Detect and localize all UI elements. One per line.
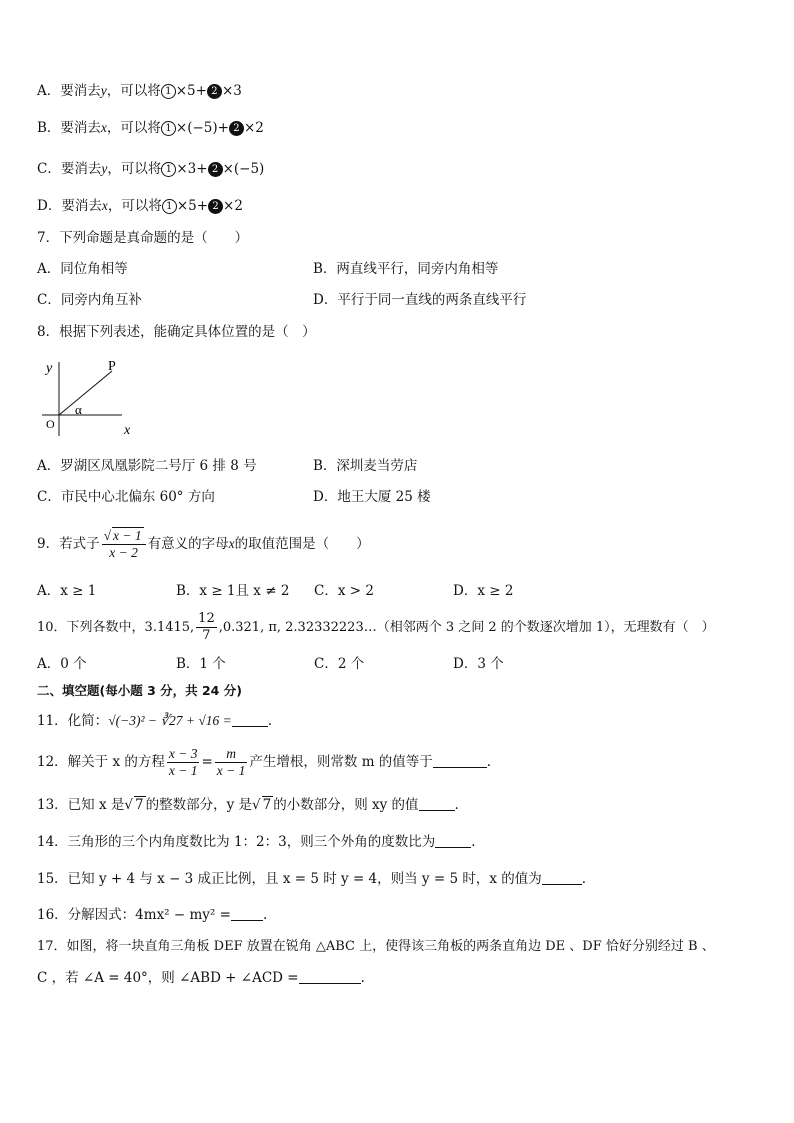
circled-two: 2 [208, 199, 223, 214]
q6-b-prefix: B．要消去 [37, 120, 101, 136]
q17-answer-blank[interactable] [299, 983, 361, 984]
q6-c-tail: ×(−5) [222, 161, 265, 177]
q15-end: . [581, 871, 587, 887]
q6-d-var: x [101, 198, 108, 213]
q15 [37, 870, 586, 888]
circled-two: 2 [208, 162, 223, 177]
q14-end: . [471, 834, 476, 850]
q9-fraction [102, 528, 146, 561]
q8-option-d: D．地王大厦 25 楼 [313, 489, 431, 505]
q13-text2: 的整数部分，y 是 [145, 797, 252, 813]
q6-option-a [37, 82, 242, 100]
q9-stem [37, 524, 370, 564]
q13-radicand-2: 7 [262, 797, 272, 813]
q6-b-var: x [100, 120, 107, 135]
q10-stem-pre: 10．下列各数中，3.1415, [37, 620, 195, 635]
q11 [37, 712, 272, 730]
q12 [37, 742, 491, 782]
q10-option-c: C．2 个 [314, 656, 365, 672]
section-2-heading: 二、填空题(每小题 3 分，共 24 分) [37, 683, 242, 698]
q16-end: . [262, 907, 268, 923]
q6-a-tail: ×3 [221, 83, 242, 99]
q8-option-c: C．市民中心北偏东 60° 方向 [37, 489, 215, 505]
q6-d-tail: ×2 [223, 198, 243, 214]
q12-pre: 12．解关于 x 的方程 [37, 754, 165, 770]
angle-alpha-label: α [75, 402, 82, 417]
q12-answer-blank[interactable] [433, 767, 487, 768]
q7-option-d: D．平行于同一直线的两条直线平行 [313, 292, 527, 308]
q7-stem: 7．下列命题是真命题的是（ ） [37, 230, 249, 246]
q7-option-b: B．两直线平行，同旁内角相等 [313, 261, 499, 277]
q17-end: . [360, 970, 365, 986]
q9-option-d: D．x ≥ 2 [453, 583, 514, 599]
q10-frac-den: 7 [202, 628, 211, 643]
y-axis-label: y [46, 361, 53, 376]
q9-option-c: C．x > 2 [314, 583, 374, 599]
circled-two: 2 [229, 121, 244, 136]
q10-fraction [196, 611, 217, 644]
q12-num-right: m [215, 746, 248, 763]
q6-option-c [37, 160, 264, 178]
q8-figure [38, 356, 148, 438]
q9-stem-post: 有意义的字母 [147, 536, 229, 552]
q16-text: 16．分解因式：4mx² − my² = [37, 907, 231, 923]
q6-c-mid: ，可以将 [107, 161, 162, 177]
q6-a-prefix: A．要消去 [37, 83, 101, 99]
q8-stem: 8．根据下列表述，能确定具体位置的是（ ） [37, 324, 316, 340]
q9-numerator: √ x − 1 [102, 528, 146, 545]
q10-stem-post: ,0.321, π, 2.32332223…（相邻两个 3 之间 2 的个数逐次增加 1），无理数有（ ） [218, 620, 715, 635]
point-p-label: P [108, 359, 116, 374]
q17-line-1: 17．如图，将一块直角三角板 DEF 放置在锐角 △ABC 上，使得该三角板的两条直角边 DE 、DF 恰好分别经过 B 、 [37, 939, 715, 954]
circled-one: 1 [161, 84, 176, 99]
q12-den-left: x − 1 [168, 763, 198, 778]
q17-line-2 [37, 969, 365, 987]
q6-d-prefix: D．要消去 [37, 198, 102, 214]
q11-pre: 11．化简： [37, 713, 109, 729]
q13-answer-blank[interactable] [419, 810, 455, 811]
q6-d-ops: ×5+ [176, 198, 209, 214]
q9-option-a: A．x ≥ 1 [37, 583, 97, 599]
q16-answer-blank[interactable] [231, 920, 263, 921]
q10-stem [37, 608, 715, 648]
q6-a-mid: ，可以将 [106, 83, 161, 99]
q9-stem-pre: 9．若式子 [37, 536, 100, 552]
q10-frac-num: 12 [198, 611, 215, 626]
q6-option-d [37, 197, 243, 215]
circled-one: 1 [161, 162, 176, 177]
q15-text: 15．已知 y + 4 与 x − 3 成正比例，且 x = 5 时 y = 4，则当 y = 5 时，x 的值为 [37, 871, 542, 887]
q12-end: . [486, 754, 492, 770]
q14-answer-blank[interactable] [435, 847, 471, 848]
q6-b-mid: ，可以将 [106, 120, 161, 136]
q6-b-tail: ×2 [243, 120, 264, 136]
q10-option-d: D．3 个 [453, 656, 504, 672]
circled-one: 1 [162, 199, 177, 214]
q9-stem-end: 的取值范围是（ ） [234, 536, 370, 552]
circled-two: 2 [207, 84, 222, 99]
q10-option-a: A．0 个 [37, 656, 87, 672]
q8-option-b: B．深圳麦当劳店 [313, 458, 418, 474]
q7-option-c: C．同旁内角互补 [37, 292, 142, 308]
circled-one: 1 [161, 121, 176, 136]
q11-end: . [267, 713, 273, 729]
q12-fraction-left [167, 746, 200, 779]
q13: 13．已知 x 是√ 7 的整数部分，y 是√ 7 的小数部分，则 xy 的值 . [37, 797, 459, 813]
q6-a-ops: ×5+ [175, 83, 207, 99]
q9-option-b: B．x ≥ 1且 x ≠ 2 [176, 583, 290, 599]
q13-text1: 13．已知 x 是 [37, 797, 125, 813]
q6-a-var: y [100, 83, 107, 98]
q8-option-a: A．罗湖区凤凰影院二号厅 6 排 8 号 [37, 458, 257, 474]
q12-equals: = [201, 754, 213, 770]
q6-c-var: y [101, 161, 108, 176]
q7-option-a: A．同位角相等 [37, 261, 128, 277]
origin-label: O [46, 417, 55, 431]
x-axis-label: x [124, 423, 131, 438]
q14 [37, 833, 476, 851]
q13-end: . [454, 797, 459, 813]
q11-expression: √(−3)² − ∛27 + √16 = [108, 713, 232, 728]
q17-line-2-text: C ，若 ∠A = 40°，则 ∠ABD + ∠ACD = [37, 970, 299, 986]
q6-c-ops: ×3+ [176, 161, 208, 177]
q11-answer-blank[interactable] [232, 726, 268, 727]
q14-text: 14．三角形的三个内角度数比为 1：2：3，则三个外角的度数比为 [37, 834, 436, 850]
q6-d-mid: ，可以将 [107, 198, 162, 214]
ray-op [59, 371, 112, 415]
q13-text3: 的小数部分，则 xy 的值 [273, 797, 419, 813]
q9-num-radicand: x − 1 [113, 528, 142, 543]
q9-denominator: x − 2 [109, 545, 138, 560]
q12-num-left: x − 3 [168, 746, 198, 761]
q16 [37, 906, 267, 924]
q9-var: x [228, 536, 235, 551]
q12-den-right: x − 1 [216, 763, 246, 778]
q6-option-b [37, 119, 264, 137]
q15-answer-blank[interactable] [542, 884, 582, 885]
q6-b-ops: ×(−5)+ [175, 120, 229, 136]
q6-c-prefix: C．要消去 [37, 161, 102, 177]
q13-radicand-1: 7 [134, 797, 144, 813]
q10-option-b: B．1 个 [176, 656, 226, 672]
q12-post: 产生增根，则常数 m 的值等于 [249, 754, 433, 770]
q12-fraction-right [215, 746, 248, 779]
